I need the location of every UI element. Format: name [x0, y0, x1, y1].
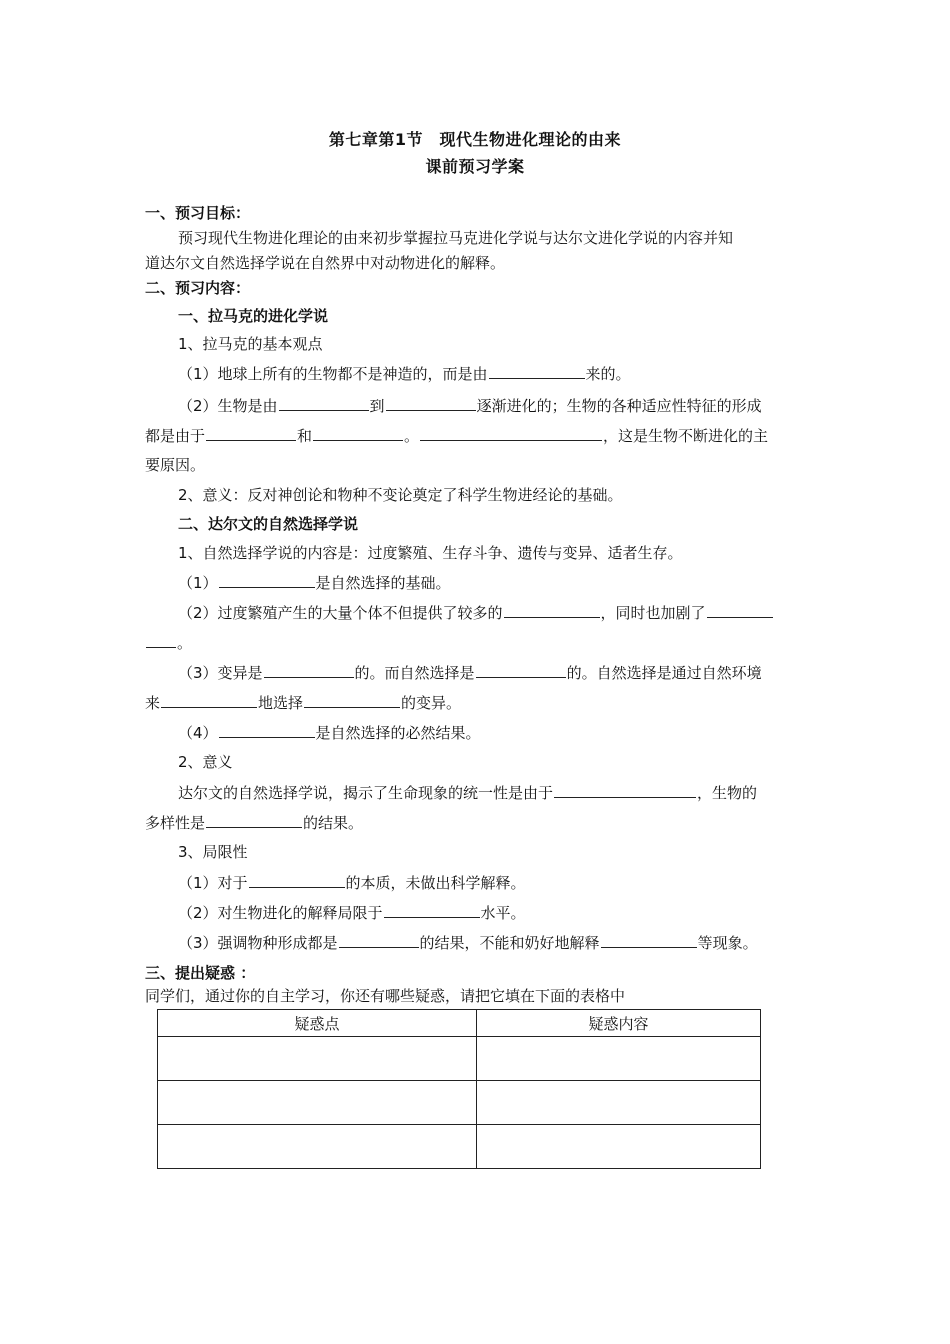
- text: ，这是生物不断进化的主: [603, 427, 769, 445]
- text: 到: [369, 397, 385, 415]
- section1-text-line2: 道达尔文自然选择学说在自然界中对动物进化的解释。: [145, 254, 506, 272]
- table-cell[interactable]: [477, 1037, 761, 1081]
- darwin-limit3: [178, 931, 758, 954]
- text: 都是由于: [145, 427, 206, 445]
- darwin-q4: [178, 721, 481, 744]
- text: 的结果，不能和奶好地解释: [419, 934, 600, 952]
- darwin-q2-line2: [145, 631, 192, 654]
- darwin-q1: [178, 571, 451, 594]
- fill-blank[interactable]: [339, 931, 419, 948]
- lamarck-q2-line1: [178, 394, 762, 417]
- fill-blank[interactable]: [264, 661, 354, 678]
- lamarck-sub1: 1、拉马克的基本观点: [178, 335, 323, 353]
- table-row: [158, 1081, 761, 1125]
- fill-blank[interactable]: [206, 811, 302, 828]
- darwin-sub3: 3、局限性: [178, 843, 248, 861]
- column-header-content: 疑惑内容: [477, 1010, 761, 1037]
- text: （1）: [178, 574, 218, 592]
- page-title: 第七章第1节 现代生物进化理论的由来: [328, 130, 622, 149]
- fill-blank[interactable]: [219, 571, 315, 588]
- text: ，同时也加剧了: [600, 604, 706, 622]
- column-header-points: 疑惑点: [158, 1010, 477, 1037]
- darwin-q3-line2: [145, 691, 461, 714]
- text: ，生物的: [697, 784, 758, 802]
- darwin-q3-line1: [178, 661, 762, 684]
- darwin-sub2: 2、意义: [178, 753, 233, 771]
- fill-blank[interactable]: [384, 901, 480, 918]
- fill-blank[interactable]: [420, 424, 602, 441]
- table-row: [158, 1125, 761, 1169]
- darwin-limit2: [178, 901, 526, 924]
- table-header-row: [158, 1010, 761, 1037]
- text: （2）对生物进化的解释局限于: [178, 904, 383, 922]
- text: 达尔文的自然选择学说，揭示了生命现象的统一性是由于: [178, 784, 554, 802]
- fill-blank[interactable]: [161, 691, 257, 708]
- section3-intro: 同学们，通过你的自主学习，你还有哪些疑惑，请把它填在下面的表格中: [145, 987, 626, 1005]
- fill-blank[interactable]: [304, 691, 400, 708]
- text: （4）: [178, 724, 218, 742]
- text: 水平。: [480, 904, 526, 922]
- text: 是自然选择的基础。: [315, 574, 451, 592]
- section1-heading: 一、预习目标：: [145, 204, 251, 222]
- text: 的。自然选择是通过自然环境: [566, 664, 762, 682]
- fill-blank[interactable]: [206, 424, 296, 441]
- text: （1）对于: [178, 874, 248, 892]
- fill-blank[interactable]: [504, 601, 600, 618]
- text: 是自然选择的必然结果。: [315, 724, 481, 742]
- text: 的本质，未做出科学解释。: [345, 874, 526, 892]
- text: （2）过度繁殖产生的大量个体不但提供了较多的: [178, 604, 503, 622]
- fill-blank[interactable]: [279, 394, 369, 411]
- text: 来: [145, 694, 161, 712]
- darwin-limit1: [178, 871, 526, 894]
- fill-blank[interactable]: [707, 601, 773, 618]
- fill-blank[interactable]: [386, 394, 476, 411]
- table-cell[interactable]: [477, 1081, 761, 1125]
- text: 。: [177, 634, 193, 652]
- text: 地选择: [258, 694, 304, 712]
- table-cell[interactable]: [158, 1081, 477, 1125]
- lamarck-q2-line2: [145, 424, 768, 447]
- text: 等现象。: [697, 934, 758, 952]
- darwin-sub1: 1、自然选择学说的内容是：过度繁殖、生存斗争、遗传与变异、适者生存。: [178, 544, 683, 562]
- text: 的结果。: [303, 814, 364, 832]
- text: 来的。: [585, 365, 631, 383]
- section3-heading: 三、提出疑惑 ：: [145, 964, 256, 982]
- text: 逐渐进化的；生物的各种适应性特征的形成: [476, 397, 762, 415]
- section2-heading: 二、预习内容：: [145, 279, 251, 297]
- table-row: [158, 1037, 761, 1081]
- text: （2）生物是由: [178, 397, 278, 415]
- table-cell[interactable]: [158, 1037, 477, 1081]
- text: （3）变异是: [178, 664, 263, 682]
- darwin-meaning-line1: [178, 781, 757, 804]
- lamarck-heading: 一、拉马克的进化学说: [178, 307, 329, 325]
- fill-blank[interactable]: [146, 631, 176, 648]
- page-subtitle: 课前预习学案: [425, 157, 525, 176]
- fill-blank[interactable]: [313, 424, 403, 441]
- lamarck-sub2: 2、意义：反对神创论和物种不变论奠定了科学生物进经论的基础。: [178, 486, 623, 504]
- text: 。: [404, 427, 420, 445]
- text: （3）强调物种形成都是: [178, 934, 338, 952]
- text: 的变异。: [401, 694, 462, 712]
- text: 和: [297, 427, 313, 445]
- darwin-meaning-line2: [145, 811, 363, 834]
- text: （1）地球上所有的生物都不是神造的，而是由: [178, 365, 488, 383]
- questions-table: [157, 1009, 761, 1169]
- darwin-heading: 二、达尔文的自然选择学说: [178, 515, 359, 533]
- lamarck-q1: [178, 362, 631, 385]
- table-cell[interactable]: [158, 1125, 477, 1169]
- fill-blank[interactable]: [249, 871, 345, 888]
- section1-text-line1: 预习现代生物进化理论的由来初步掌握拉马克进化学说与达尔文进化学说的内容并知: [178, 229, 734, 247]
- text: 的。而自然选择是: [354, 664, 475, 682]
- fill-blank[interactable]: [476, 661, 566, 678]
- table-cell[interactable]: [477, 1125, 761, 1169]
- fill-blank[interactable]: [219, 721, 315, 738]
- lamarck-q2-line3: 要原因。: [145, 456, 206, 474]
- text: 多样性是: [145, 814, 206, 832]
- fill-blank[interactable]: [489, 362, 585, 379]
- darwin-q2-line1: [178, 601, 774, 624]
- fill-blank[interactable]: [601, 931, 697, 948]
- fill-blank[interactable]: [554, 781, 696, 798]
